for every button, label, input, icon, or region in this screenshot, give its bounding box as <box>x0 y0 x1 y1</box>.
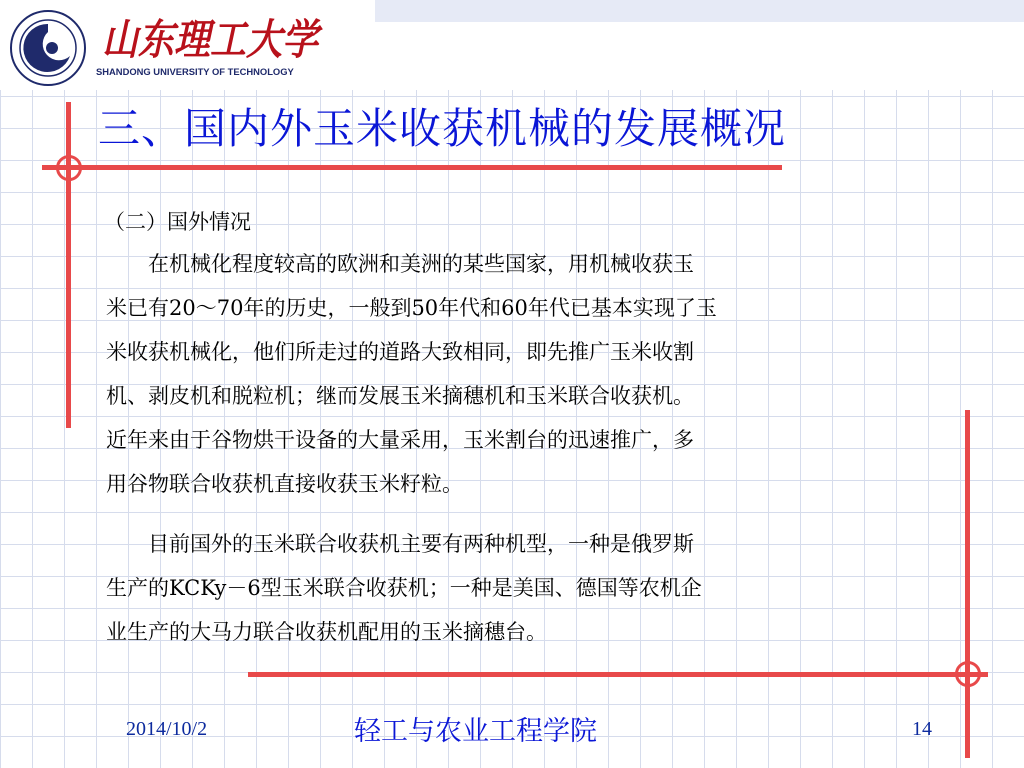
university-logo-calligraphy <box>98 10 323 66</box>
paragraph-line: 机、剥皮机和脱粒机；继而发展玉米摘穗机和玉米联合收获机。 <box>106 384 694 408</box>
university-name-english: SHANDONG UNIVERSITY OF TECHNOLOGY <box>96 66 294 77</box>
svg-text:山东理工大学: 山东理工大学 <box>102 15 324 64</box>
footer-page-number: 14 <box>912 718 932 740</box>
paragraph-line: 生产的KCKy－6型玉米联合收获机；一种是美国、德国等农机企 <box>106 576 702 600</box>
bottom-right-crosshair-icon <box>955 661 981 687</box>
paragraph-line: 用谷物联合收获机直接收获玉米籽粒。 <box>106 472 463 496</box>
paragraph-line: 业生产的大马力联合收获机配用的玉米摘穗台。 <box>106 620 547 644</box>
footer-date: 2014/10/2 <box>126 718 208 740</box>
footer-college-name: 轻工与农业工程学院 <box>354 716 597 747</box>
right-vertical-rule <box>965 410 970 758</box>
top-left-crosshair-icon <box>56 155 82 181</box>
header-stripe <box>375 0 1024 22</box>
paragraph-history <box>106 242 916 506</box>
paragraph-line: 近年来由于谷物烘干设备的大量采用，玉米割台的迅速推广，多 <box>106 428 694 452</box>
paragraph-current-models <box>106 522 916 654</box>
slide-title: 三、国内外玉米收获机械的发展概况 <box>98 104 787 153</box>
paragraph-line: 在机械化程度较高的欧洲和美洲的某些国家，用机械收获玉 <box>106 252 694 276</box>
paragraph-line: 米已有20～70年的历史，一般到50年代和60年代已基本实现了玉 <box>106 296 717 320</box>
university-emblem-icon <box>8 8 88 88</box>
section-heading: （二）国外情况 <box>104 210 251 234</box>
left-vertical-rule <box>66 102 71 428</box>
bottom-horizontal-rule <box>248 672 988 677</box>
top-horizontal-rule <box>42 165 782 170</box>
paragraph-line: 米收获机械化，他们所走过的道路大致相同，即先推广玉米收割 <box>106 340 694 364</box>
paragraph-line: 目前国外的玉米联合收获机主要有两种机型，一种是俄罗斯 <box>106 532 694 556</box>
